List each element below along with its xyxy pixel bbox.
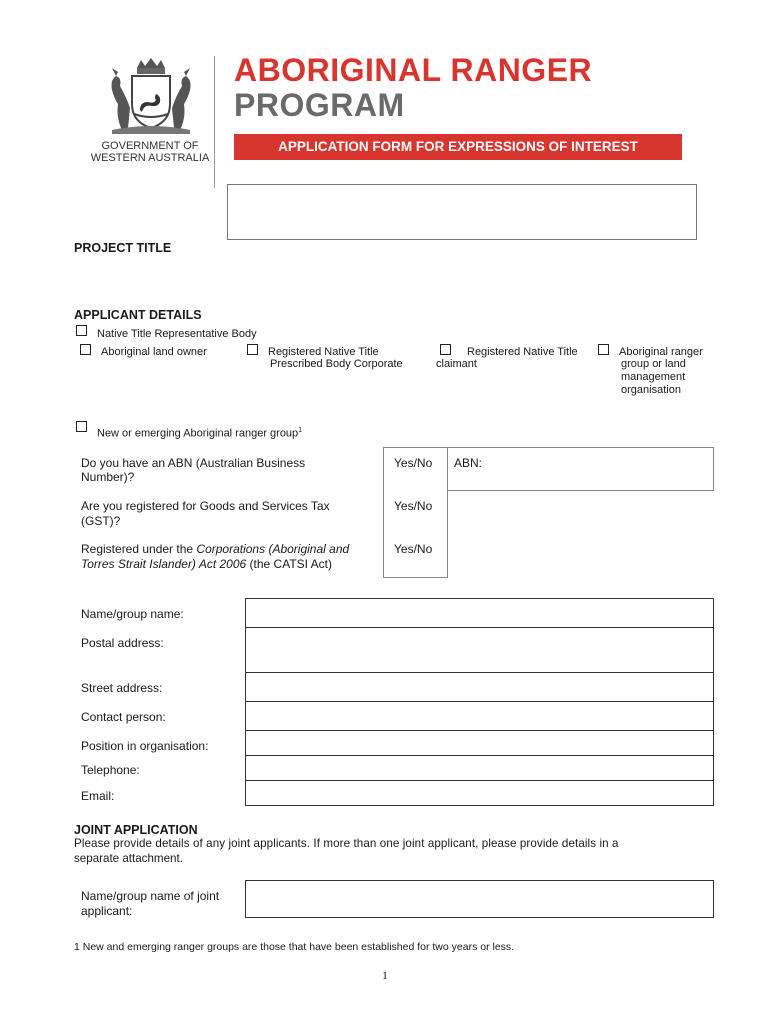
- option-land-owner-label: Aboriginal land owner: [101, 346, 207, 358]
- name-input[interactable]: [245, 598, 714, 628]
- page-number: 1: [382, 968, 388, 982]
- gst-question-1: Are you registered for Goods and Services Tax: [81, 499, 330, 513]
- catsi-act-title-1: Corporations (Aboriginal and: [196, 542, 350, 556]
- abn-input[interactable]: [447, 447, 714, 491]
- checkbox-rntbc[interactable]: [247, 344, 258, 355]
- option-rntbc-label-1: Registered Native Title: [268, 346, 379, 358]
- coat-of-arms-icon: [92, 58, 210, 136]
- option-ranger-group-label-4: organisation: [621, 384, 681, 396]
- option-claimant-label-1: Registered Native Title: [467, 346, 578, 358]
- abn-label: ABN:: [454, 456, 483, 470]
- street-input[interactable]: [245, 672, 714, 702]
- option-claimant-label-2: claimant: [436, 358, 477, 370]
- option-ranger-group-label-2: group or land: [621, 358, 686, 370]
- joint-description-1: Please provide details of any joint applicants. If more than one joint applicant, please provide details in a: [74, 837, 619, 850]
- name-label: Name/group name:: [81, 607, 184, 621]
- option-rntbc-label-2: Prescribed Body Corporate: [270, 358, 403, 370]
- joint-name-label-1: Name/group name of joint: [81, 889, 220, 903]
- checkbox-claimant[interactable]: [440, 344, 451, 355]
- program-title-line2: PROGRAM: [234, 87, 405, 123]
- checkbox-land-owner[interactable]: [80, 344, 91, 355]
- applicant-details-heading: APPLICANT DETAILS: [74, 308, 202, 322]
- telephone-input[interactable]: [245, 755, 714, 781]
- gov-name-line2: WESTERN AUSTRALIA: [90, 152, 210, 164]
- position-input[interactable]: [245, 730, 714, 756]
- header-divider: [214, 56, 215, 188]
- footnote-mark: 1: [298, 427, 303, 434]
- postal-input[interactable]: [245, 627, 714, 673]
- abn-question-1: Do you have an ABN (Australian Business: [81, 456, 306, 470]
- joint-application-heading: JOINT APPLICATION: [74, 823, 198, 837]
- catsi-prefix: Registered under the: [81, 542, 197, 556]
- postal-label: Postal address:: [81, 636, 164, 650]
- abn-question-2: Number)?: [81, 470, 135, 484]
- catsi-suffix: (the CATSI Act): [246, 557, 332, 571]
- project-title-input[interactable]: [227, 184, 697, 240]
- checkbox-ntrb[interactable]: [76, 325, 87, 336]
- project-title-label: PROJECT TITLE: [74, 241, 172, 255]
- position-label: Position in organisation:: [81, 739, 209, 753]
- catsi-act-title-2: Torres Strait Islander) Act 2006: [81, 557, 247, 571]
- catsi-yes-no-text: Yes/No: [394, 542, 433, 556]
- catsi-question-2: [81, 557, 332, 571]
- footnote: 1 New and emerging ranger groups are those that have been established for two years or less.: [74, 941, 515, 953]
- gst-yes-no-text: Yes/No: [394, 499, 433, 513]
- abn-yes-no-text: Yes/No: [394, 456, 433, 470]
- option-ntrb-label: Native Title Representative Body: [97, 328, 257, 340]
- checkbox-ranger-group[interactable]: [598, 344, 609, 355]
- street-label: Street address:: [81, 681, 163, 695]
- option-ranger-group-label-1: Aboriginal ranger: [619, 346, 703, 358]
- email-input[interactable]: [245, 780, 714, 806]
- option-emerging-label: [97, 424, 302, 441]
- contact-label: Contact person:: [81, 710, 166, 724]
- program-title-line1: ABORIGINAL RANGER: [234, 52, 593, 88]
- gov-name-line1: GOVERNMENT OF: [101, 140, 199, 152]
- telephone-label: Telephone:: [81, 763, 140, 777]
- wa-crest: [92, 58, 210, 136]
- option-ranger-group-label-3: management: [621, 371, 686, 383]
- checkbox-emerging-group[interactable]: [76, 421, 87, 432]
- joint-name-input[interactable]: [245, 880, 714, 918]
- joint-name-label-2: applicant:: [81, 904, 133, 918]
- contact-input[interactable]: [245, 701, 714, 731]
- catsi-question-1: [81, 542, 349, 556]
- joint-description-2: separate attachment.: [74, 852, 183, 865]
- form-banner: APPLICATION FORM FOR EXPRESSIONS OF INTEREST: [234, 134, 682, 160]
- email-label: Email:: [81, 789, 115, 803]
- option-emerging-text: New or emerging Aboriginal ranger group: [97, 427, 299, 440]
- gst-question-2: (GST)?: [81, 514, 121, 528]
